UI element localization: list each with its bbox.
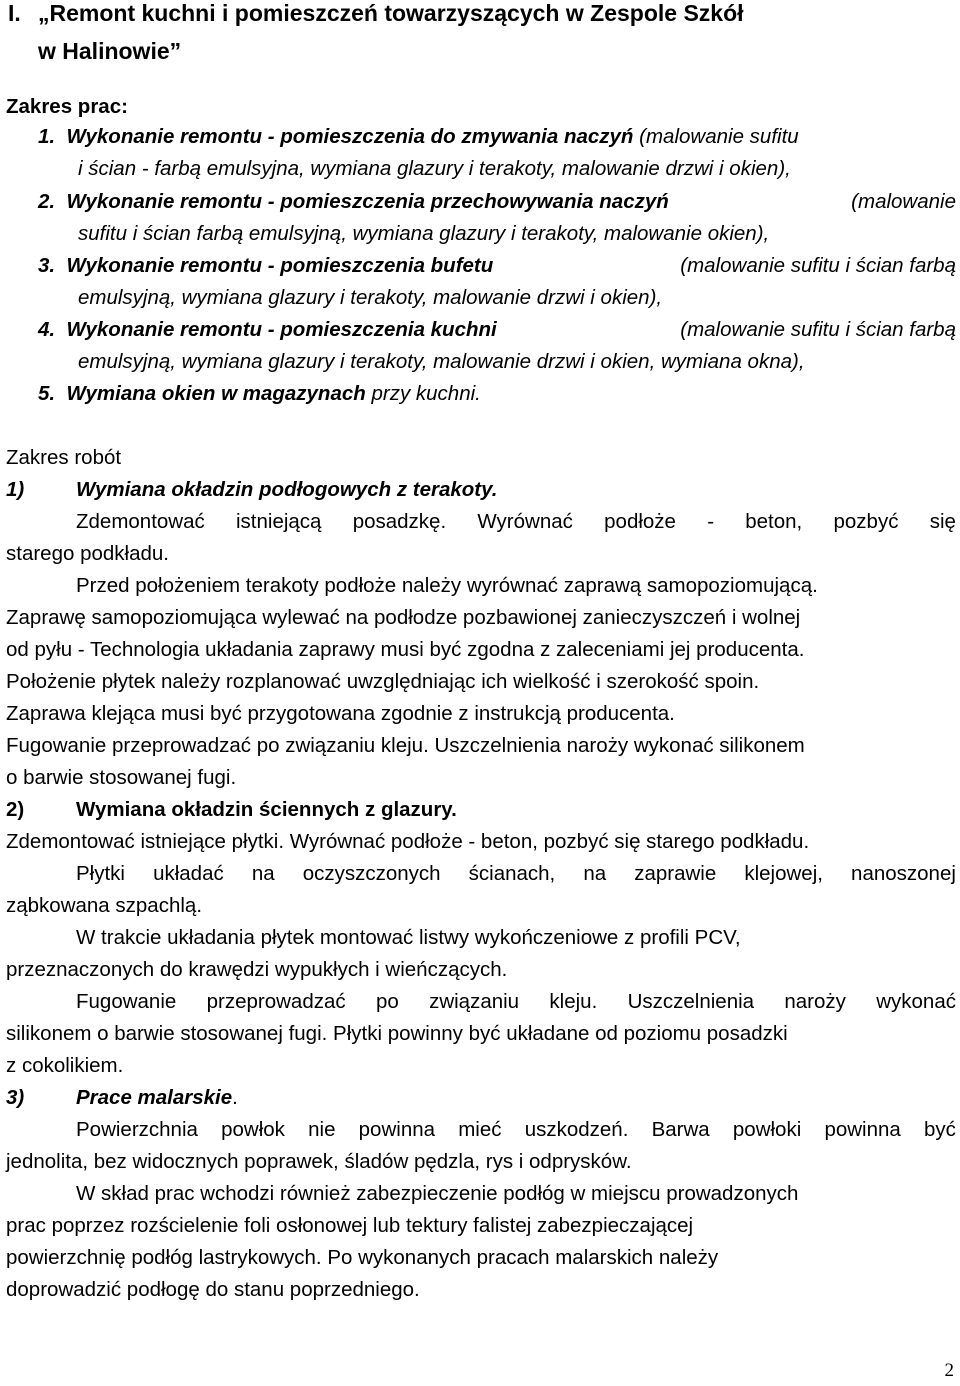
paragraph-line: W skład prac wchodzi również zabezpieczenie podłóg w miejscu prowadzonych [76, 1182, 799, 1205]
section-title-end: . [232, 1086, 238, 1109]
paragraph-line: Zdemontować istniejącą posadzkę. Wyrównać podłoże - beton, pozbyć się [76, 510, 956, 533]
section-title: Wymiana okładzin ściennych z glazury. [76, 798, 457, 821]
paragraph-line: powierzchnię podłóg lastrykowych. Po wykonanych pracach malarskich należy [6, 1246, 719, 1269]
item-number: 3. [38, 254, 56, 277]
paragraph-line: W trakcie układania płytek montować listwy wykończeniowe z profili PCV, [76, 926, 741, 949]
page-title-line2: w Halinowie” [38, 38, 182, 64]
item-text: (malowanie sufitu i ścian farbą [680, 254, 956, 277]
item-number: 4. [38, 318, 56, 341]
item-title: Wykonanie remontu - pomieszczenia bufetu [66, 254, 494, 277]
item-text: (malowanie sufitu [639, 125, 799, 148]
section-title: Prace malarskie [76, 1086, 233, 1109]
item-number: 5. [38, 382, 56, 405]
paragraph-line: jednolita, bez widocznych poprawek, śladów pędzla, rys i odprysków. [6, 1150, 632, 1173]
paragraph-line: prac poprzez rozścielenie foli osłonowej lub tektury falistej zabezpieczającej [6, 1214, 694, 1237]
list-item [38, 254, 956, 278]
item-text: (malowanie [851, 190, 956, 213]
section-heading [6, 798, 457, 822]
section-heading [6, 478, 498, 502]
item-continuation: sufitu i ścian farbą emulsyjną, wymiana glazury i terakoty, malowanie okien), [78, 222, 770, 245]
item-title: Wykonanie remontu - pomieszczenia do zmywania naczyń [66, 125, 634, 148]
paragraph-line: przeznaczonych do krawędzi wypukłych i wieńczących. [6, 958, 508, 981]
works-heading: Zakres robót [6, 446, 122, 469]
item-number: 1. [38, 125, 56, 148]
list-item [38, 190, 956, 214]
section-number: 1) [6, 478, 25, 501]
item-continuation: emulsyjną, wymiana glazury i terakoty, malowanie drzwi i okien), [78, 286, 663, 309]
paragraph-line: z cokolikiem. [6, 1054, 124, 1077]
scope-heading: Zakres prac: [6, 95, 128, 118]
page-title-line1: „Remont kuchni i pomieszczeń towarzyszących w Zespole Szkół [38, 0, 744, 26]
paragraph-line: silikonem o barwie stosowanej fugi. Płytki powinny być układane od poziomu posadzki [6, 1022, 788, 1045]
paragraph-line: Przed położeniem terakoty podłoże należy wyrównać zaprawą samopoziomującą. [76, 574, 818, 597]
item-text: przy kuchni. [371, 382, 481, 405]
paragraph-line: Fugowanie przeprowadzać po związaniu kleju. Uszczelnienia naroży wykonać silikonem [6, 734, 805, 757]
section-title: Wymiana okładzin podłogowych z terakoty. [76, 478, 498, 501]
paragraph-line: Fugowanie przeprowadzać po związaniu kleju. Uszczelnienia naroży wykonać [76, 990, 956, 1013]
paragraph-line: Zaprawę samopoziomująca wylewać na podłodze pozbawionej zanieczyszczeń i wolnej [6, 606, 801, 629]
page-number: 2 [944, 1360, 954, 1381]
item-title: Wymiana okien w magazynach [66, 382, 366, 405]
paragraph-line: Powierzchnia powłok nie powinna mieć uszkodzeń. Barwa powłoki powinna być [76, 1118, 956, 1141]
item-title: Wykonanie remontu - pomieszczenia przechowywania naczyń [66, 190, 669, 213]
paragraph-line: starego podkładu. [6, 542, 169, 565]
item-number: 2. [38, 190, 56, 213]
paragraph-line: Położenie płytek należy rozplanować uwzględniając ich wielkość i szerokość spoin. [6, 670, 760, 693]
paragraph-line: o barwie stosowanej fugi. [6, 766, 237, 789]
section-heading [6, 1086, 238, 1110]
paragraph-line: doprowadzić podłogę do stanu poprzedniego. [6, 1278, 420, 1301]
item-continuation: i ścian - farbą emulsyjna, wymiana glazury i terakoty, malowanie drzwi i okien), [78, 157, 791, 180]
title-number: I. [8, 0, 21, 26]
list-item [38, 318, 956, 342]
paragraph-line: ząbkowana szpachlą. [6, 894, 203, 917]
item-text: (malowanie sufitu i ścian farbą [680, 318, 956, 341]
paragraph-line: Płytki układać na oczyszczonych ścianach, na zaprawie klejowej, nanoszonej [76, 862, 956, 885]
item-title: Wykonanie remontu - pomieszczenia kuchni [66, 318, 497, 341]
section-number: 3) [6, 1086, 25, 1109]
paragraph-line: od pyłu - Technologia układania zaprawy musi być zgodna z zaleceniami jej producenta. [6, 638, 805, 661]
item-continuation: emulsyjną, wymiana glazury i terakoty, malowanie drzwi i okien, wymiana okna), [78, 350, 805, 373]
list-item [38, 125, 799, 149]
paragraph-line: Zaprawa klejąca musi być przygotowana zgodnie z instrukcją producenta. [6, 702, 675, 725]
paragraph-line: Zdemontować istniejące płytki. Wyrównać podłoże - beton, pozbyć się starego podkładu. [6, 830, 810, 853]
section-number: 2) [6, 798, 25, 821]
list-item [38, 382, 481, 406]
